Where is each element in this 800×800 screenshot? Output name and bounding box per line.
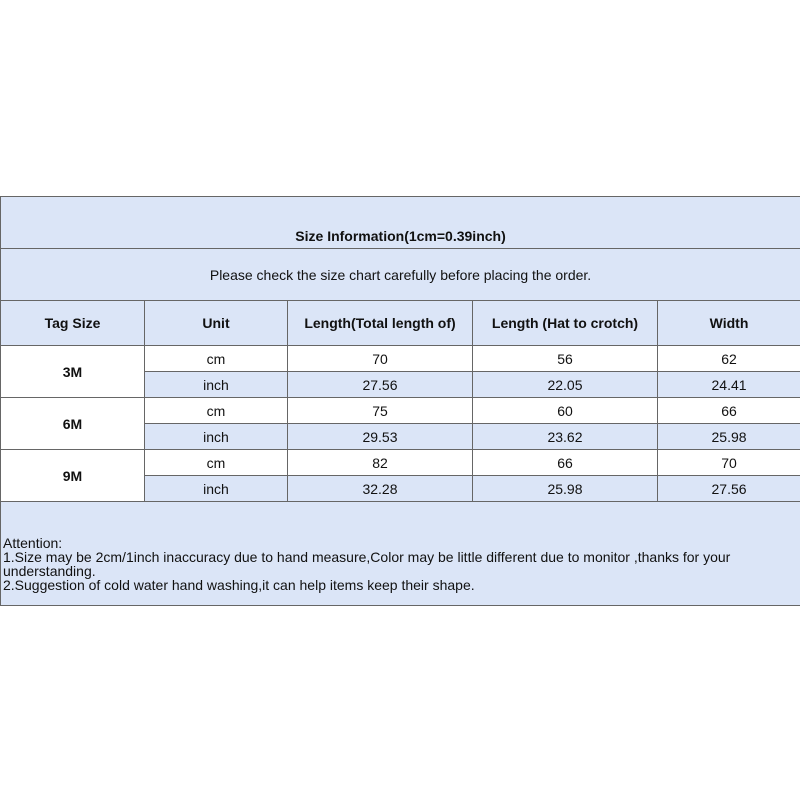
header-width: Width	[658, 301, 800, 346]
notes-cell	[1, 502, 800, 606]
table-row	[1, 346, 800, 372]
width-cell: 27.56	[658, 476, 800, 502]
unit-cell: cm	[145, 346, 288, 372]
size-chart-sheet	[0, 196, 800, 604]
tag-size-cell: 3M	[1, 346, 145, 398]
tag-size-cell: 9M	[1, 450, 145, 502]
unit-cell: cm	[145, 398, 288, 424]
width-cell: 66	[658, 398, 800, 424]
unit-cell: inch	[145, 476, 288, 502]
unit-cell: inch	[145, 372, 288, 398]
page-title: Size Information(1cm=0.39inch)	[295, 228, 506, 244]
header-row	[1, 301, 800, 346]
length-hat-cell: 25.98	[473, 476, 658, 502]
attention-note-1: 1.Size may be 2cm/1inch inaccuracy due to hand measure,Color may be little different due to monitor ,thanks for your understanding.	[3, 549, 731, 579]
length-total-cell: 29.53	[288, 424, 473, 450]
length-hat-cell: 56	[473, 346, 658, 372]
length-total-cell: 70	[288, 346, 473, 372]
notice-text: Please check the size chart carefully before placing the order.	[1, 249, 800, 301]
unit-cell: inch	[145, 424, 288, 450]
width-cell: 62	[658, 346, 800, 372]
title-cell	[1, 197, 800, 249]
width-cell: 25.98	[658, 424, 800, 450]
tag-size-cell: 6M	[1, 398, 145, 450]
width-cell: 24.41	[658, 372, 800, 398]
attention-note-2: 2.Suggestion of cold water hand washing,it can help items keep their shape.	[3, 577, 475, 593]
table-row	[1, 398, 800, 424]
unit-cell: cm	[145, 450, 288, 476]
length-total-cell: 32.28	[288, 476, 473, 502]
notes-row	[1, 502, 800, 606]
title-row	[1, 197, 800, 249]
length-hat-cell: 22.05	[473, 372, 658, 398]
attention-notes	[1, 502, 800, 592]
length-total-cell: 82	[288, 450, 473, 476]
table-row	[1, 450, 800, 476]
length-total-cell: 75	[288, 398, 473, 424]
length-total-cell: 27.56	[288, 372, 473, 398]
header-length-hat: Length (Hat to crotch)	[473, 301, 658, 346]
attention-heading: Attention:	[3, 535, 63, 551]
notice-row	[1, 249, 800, 301]
header-length-total: Length(Total length of)	[288, 301, 473, 346]
width-cell: 70	[658, 450, 800, 476]
length-hat-cell: 23.62	[473, 424, 658, 450]
length-hat-cell: 60	[473, 398, 658, 424]
length-hat-cell: 66	[473, 450, 658, 476]
header-unit: Unit	[145, 301, 288, 346]
header-tag-size: Tag Size	[1, 301, 145, 346]
size-table	[0, 196, 800, 606]
